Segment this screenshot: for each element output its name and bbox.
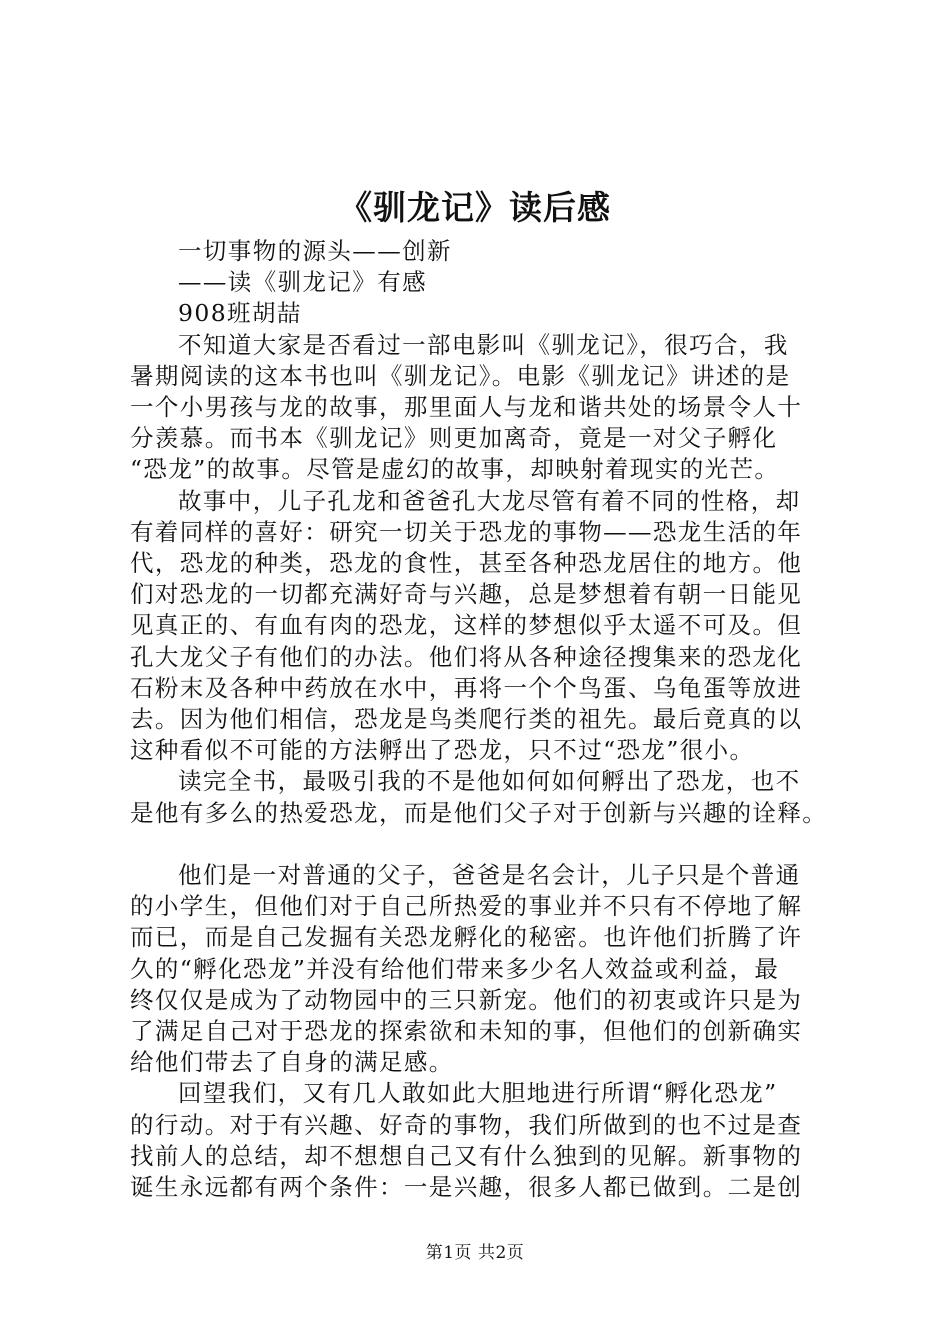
text-line: 故事中，儿子孔龙和爸爸孔大龙尽管有着不同的性格，却: [178, 486, 801, 515]
text-line: 石粉末及各种中药放在水中，再将一个个鸟蛋、乌龟蛋等放进: [130, 673, 803, 702]
text-line: 孔大龙父子有他们的办法。他们将从各种途径搜集来的恐龙化: [130, 642, 803, 671]
author-line: 908班胡喆: [178, 299, 302, 328]
subtitle-secondary: ——读《驯龙记》有感: [178, 268, 427, 297]
text-line: 这种看似不可能的方法孵出了恐龙，只不过“恐龙”很小。: [130, 736, 755, 765]
text-line: 代，恐龙的种类，恐龙的食性，甚至各种恐龙居住的地方。他: [130, 549, 803, 578]
text-line: 了满足自己对于恐龙的探索欲和未知的事，但他们的创新确实: [130, 1017, 803, 1046]
text-line: 找前人的总结，却不想想自己又有什么独到的见解。新事物的: [130, 1141, 803, 1170]
text-line: 终仅仅是成为了动物园中的三只新宠。他们的初衷或许只是为: [130, 985, 803, 1014]
text-line: 见真正的、有血有肉的恐龙，这样的梦想似乎太遥不可及。但: [130, 611, 803, 640]
text-line: 暑期阅读的这本书也叫《驯龙记》。电影《驯龙记》讲述的是: [130, 361, 791, 390]
text-line: 久的“孵化恐龙”并没有给他们带来多少名人效益或利益，最: [130, 954, 780, 983]
text-line: 诞生永远都有两个条件：一是兴趣，很多人都已做到。二是创: [130, 1173, 803, 1202]
text-line: “恐龙”的故事。尽管是虚幻的故事，却映射着现实的光芒。: [130, 455, 780, 484]
text-line: 而已，而是自己发掘有关恐龙孵化的秘密。也许他们折腾了许: [130, 923, 803, 952]
text-line: 读完全书，最吸引我的不是他如何如何孵出了恐龙，也不: [178, 767, 801, 796]
document-body: [130, 236, 835, 1203]
text-line: 回望我们，又有几人敢如此大胆地进行所谓“孵化恐龙”: [178, 1079, 778, 1108]
text-line: 分羡慕。而书本《驯龙记》则更加离奇，竟是一对父子孵化: [130, 424, 778, 453]
text-line: 们对恐龙的一切都充满好奇与兴趣，总是梦想着有朝一日能见: [130, 580, 803, 609]
text-line: 有着同样的喜好：研究一切关于恐龙的事物——恐龙生活的年: [130, 517, 803, 546]
text-line: 的小学生，但他们对于自己所热爱的事业并不只有不停地了解: [130, 892, 803, 921]
text-line: 的行动。对于有兴趣、好奇的事物，我们所做到的也不过是查: [130, 1110, 803, 1139]
text-line: 是他有多么的热爱恐龙，而是他们父子对于创新与兴趣的诠释。: [130, 798, 828, 827]
text-line: 不知道大家是否看过一部电影叫《驯龙记》，很巧合，我: [178, 330, 789, 359]
blank-line: [130, 829, 835, 860]
text-line: 他们是一对普通的父子，爸爸是名会计，儿子只是个普通: [178, 861, 801, 890]
text-line: 一个小男孩与龙的故事，那里面人与龙和谐共处的场景令人十: [130, 393, 803, 422]
subtitle: 一切事物的源头——创新: [178, 237, 452, 265]
text-line: 给他们带去了自身的满足感。: [130, 1048, 454, 1077]
page-footer: 第1页 共2页: [425, 1243, 525, 1263]
text-line: 去。因为他们相信，恐龙是鸟类爬行类的祖先。最后竟真的以: [130, 705, 803, 734]
document-title: 《驯龙记》读后感: [339, 188, 611, 227]
